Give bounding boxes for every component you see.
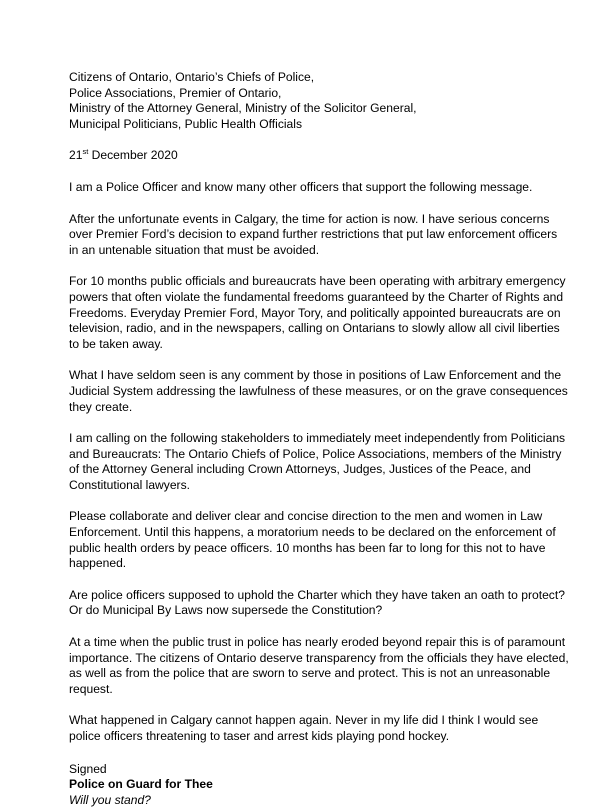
recipient-line: Citizens of Ontario, Ontario’s Chiefs of Police,	[69, 70, 315, 84]
recipient-line: Municipal Politicians, Public Health Officials	[69, 116, 303, 131]
body-paragraph: What happened in Calgary cannot happen again. Never in my life did I think I would see police officers threatening to taser and arrest kids playing pond hockey.	[69, 713, 539, 743]
body-paragraph: After the unfortunate events in Calgary, the time for action is now. I have serious concerns over Premier Ford’s decision to expand further restrictions that put law enforcement officers in an untenable situation that must be avoided.	[69, 211, 558, 257]
organization-name: Police on Guard for Thee	[69, 777, 213, 792]
letter-date	[69, 148, 569, 164]
recipient-line: Ministry of the Attorney General, Ministry of the Solicitor General,	[69, 101, 417, 116]
date-suffix: st	[82, 147, 89, 157]
body-paragraph: I am a Police Officer and know many other officers that support the following message.	[69, 179, 533, 194]
signed-label: Signed	[69, 761, 107, 776]
letter-page	[69, 70, 569, 808]
body-paragraph: At a time when the public trust in police has nearly eroded beyond repair this is of paramount importance. The citizens of Ontario deserve transparency from the officials they have elected, as well as from the police that are sworn to serve and protect. This is not an unreasonable request.	[69, 635, 569, 696]
body-paragraph: Please collaborate and deliver clear and concise direction to the men and women in Law Enforcement. Until this happens, a moratorium needs to be declared on the enforcement of public health orders by peace officers. 10 months has been far to long for this not to have happened.	[69, 509, 556, 571]
signoff-block	[69, 762, 569, 808]
date-day: 21	[69, 148, 83, 163]
recipient-line: Police Associations, Premier of Ontario,	[69, 85, 282, 100]
recipients-block	[69, 70, 569, 132]
body-paragraph: Are police officers supposed to uphold the Charter which they have taken an oath to protect? Or do Municipal By Laws now supersede the Constitution?	[69, 587, 565, 618]
body-paragraph: What I have seldom seen is any comment by those in positions of Law Enforcement and the Judicial System addressing the lawfulness of these measures, or on the grave consequences they create.	[69, 368, 568, 414]
body-paragraph: I am calling on the following stakeholders to immediately meet independently from Politicians and Bureaucrats: The Ontario Chiefs of Police, Police Associations, members of the Ministry of the Attorney General including Crown Attorneys, Judges, Justices of the Peace, and Constitutional lawyers.	[69, 431, 566, 492]
date-rest: December 2020	[88, 148, 178, 163]
body-paragraph: For 10 months public officials and bureaucrats have been operating with arbitrary emergency powers that often violate the fundamental freedoms guaranteed by the Charter of Rights and Freedoms. Everyday Premier Ford, Mayor Tory, and politically appointed bureaucrats are on television, radio, and in the newspapers, calling on Ontarians to slowly allow all civil liberties to be taken away.	[69, 274, 566, 351]
tagline: Will you stand?	[69, 792, 151, 807]
